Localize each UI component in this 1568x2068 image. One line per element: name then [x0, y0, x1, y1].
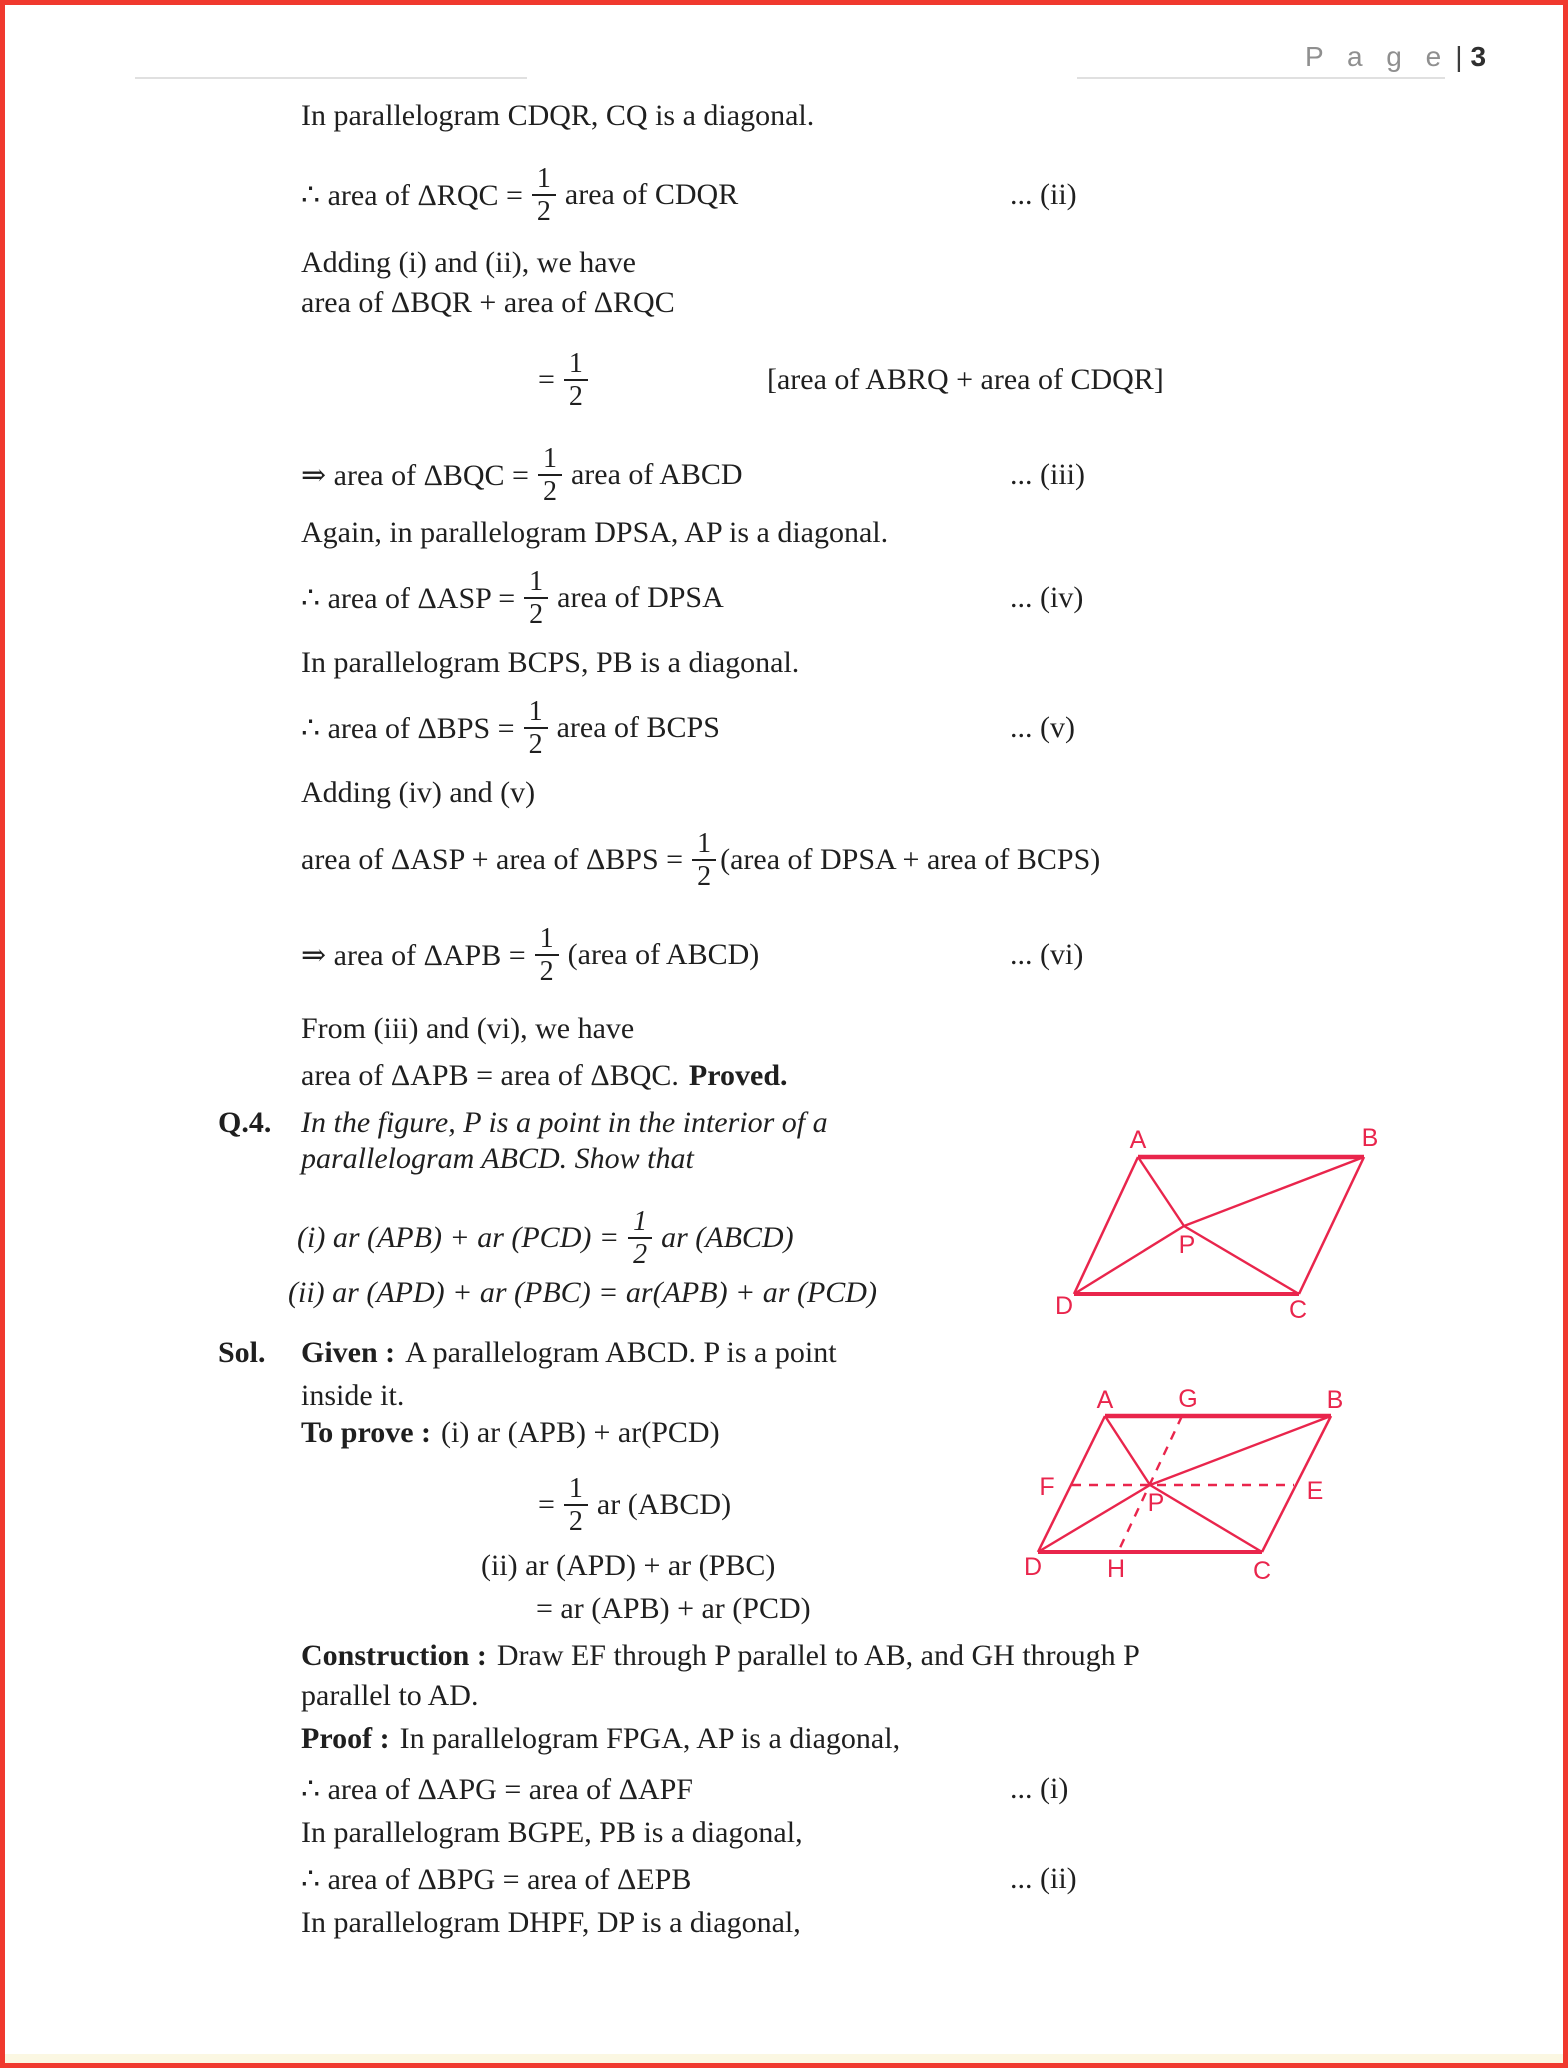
- line-text: inside it.: [301, 1379, 405, 1412]
- line-text: [301, 1336, 837, 1370]
- segment-ap: [1105, 1416, 1150, 1485]
- header-rule-left: [135, 77, 527, 79]
- line-text: In parallelogram BGPE, PB is a diagonal,: [301, 1816, 803, 1849]
- equation-post: area of ABCD: [570, 458, 743, 491]
- fraction: [564, 1473, 588, 1538]
- equation-line: [5, 145, 1563, 245]
- question-number: Q.4.: [218, 1106, 272, 1139]
- fraction-numerator: 1: [538, 443, 562, 476]
- question-text: (ii) ar (APD) + ar (PBC) = ar(APB) + ar (PCD): [288, 1276, 877, 1309]
- given-text: A parallelogram ABCD. P is a point: [405, 1336, 837, 1369]
- line-text: [301, 1416, 720, 1450]
- line-text: From (iii) and (vi), we have: [301, 1012, 635, 1045]
- fraction-numerator: 1: [692, 828, 716, 861]
- equation-line: [5, 678, 1563, 778]
- page-number-header: [1305, 41, 1486, 73]
- solution-label: Sol.: [218, 1336, 266, 1369]
- fraction: [532, 163, 556, 228]
- equation-ref: ... (iii): [1010, 458, 1085, 491]
- equation-pre: area of ΔASP + area of ΔBPS =: [301, 843, 684, 876]
- segment-cp: [1184, 1226, 1299, 1294]
- fraction: [564, 348, 588, 413]
- line-text: (ii) ar (APD) + ar (PBC): [481, 1549, 776, 1582]
- equation-post: area of BCPS: [556, 711, 720, 744]
- fraction: [692, 828, 716, 893]
- vertex-label-b: B: [1361, 1124, 1379, 1152]
- page-separator: |: [1455, 41, 1463, 72]
- bottom-strip: [5, 2054, 1563, 2063]
- line-text: Adding (iv) and (v): [301, 776, 536, 809]
- equation-post: area of CDQR: [564, 178, 739, 211]
- fraction-denominator: 2: [529, 599, 544, 630]
- equation-pre: (i) ar (APB) + ar (PCD) =: [297, 1221, 620, 1254]
- equation-ref: ... (i): [1010, 1772, 1069, 1805]
- equation-ref: ... (vi): [1010, 938, 1084, 971]
- fraction-denominator: 2: [568, 1506, 583, 1537]
- equation-post: ar (ABCD): [661, 1221, 794, 1254]
- header-rule-right: [1077, 77, 1445, 79]
- equation-ref: ... (ii): [1010, 178, 1077, 211]
- point-label-p: P: [1178, 1231, 1196, 1259]
- point-label-p: P: [1147, 1489, 1165, 1517]
- question-text: In the figure, P is a point in the interior of a: [301, 1106, 828, 1139]
- vertex-label-c: C: [1252, 1557, 1272, 1585]
- question-text: parallelogram ABCD. Show that: [301, 1142, 694, 1175]
- line-text: Adding (i) and (ii), we have: [301, 246, 636, 279]
- fraction-numerator: 1: [564, 1473, 588, 1506]
- vertex-label-a: A: [1096, 1386, 1114, 1414]
- fraction: [524, 696, 548, 761]
- to-prove-label: To prove :: [301, 1416, 432, 1449]
- vertex-label-d: D: [1023, 1553, 1043, 1581]
- fraction-numerator: 1: [524, 696, 548, 729]
- proved-label: Proved.: [688, 1059, 788, 1092]
- fraction-denominator: 2: [568, 381, 583, 412]
- line-text: parallel to AD.: [301, 1679, 479, 1712]
- fraction-denominator: 2: [528, 729, 543, 760]
- fraction-numerator: 1: [532, 163, 556, 196]
- equation-pre: ∴ area of ΔRQC =: [301, 178, 523, 212]
- proof-text: In parallelogram FPGA, AP is a diagonal,: [399, 1722, 901, 1755]
- equation-line: [5, 425, 1563, 525]
- line-text: [301, 1722, 900, 1756]
- point-label-g: G: [1178, 1385, 1198, 1413]
- equation-line: [5, 548, 1563, 648]
- vertex-label-c: C: [1288, 1296, 1308, 1324]
- line-text: = ar (APB) + ar (PCD): [536, 1592, 811, 1625]
- vertex-label-a: A: [1129, 1126, 1147, 1154]
- fraction-numerator: 1: [524, 566, 548, 599]
- figure-parallelogram-abcd-p: [1045, 1120, 1405, 1335]
- equation-post: ar (ABCD): [596, 1488, 732, 1521]
- equation-pre: ∴ area of ΔBPS =: [301, 711, 515, 745]
- segment-ap: [1138, 1157, 1184, 1226]
- figure-parallelogram-construction: [1015, 1385, 1355, 1595]
- given-label: Given :: [301, 1336, 396, 1369]
- line-text: ∴ area of ΔBPG = area of ΔEPB: [301, 1863, 692, 1896]
- page-number: 3: [1470, 41, 1487, 72]
- to-prove-text: (i) ar (APB) + ar(PCD): [441, 1416, 720, 1449]
- equation-post: (area of ABCD): [567, 938, 760, 971]
- line-text: [301, 1639, 1140, 1673]
- equation-pre: ⇒ area of ΔAPB =: [301, 938, 526, 972]
- equation-post: [area of ABRQ + area of CDQR]: [767, 363, 1164, 396]
- equation-post: area of DPSA: [557, 581, 724, 614]
- page-word: P a g e: [1305, 41, 1450, 72]
- line-text: area of ΔBQR + area of ΔRQC: [301, 286, 675, 319]
- equation-line: [5, 905, 1563, 1005]
- fraction-denominator: 2: [697, 861, 712, 892]
- conclusion-text: area of ΔAPB = area of ΔBQC.: [301, 1059, 679, 1092]
- construction-text: Draw EF through P parallel to AB, and GH through P: [496, 1639, 1140, 1672]
- fraction: [538, 443, 562, 508]
- equation-ref: ... (ii): [1010, 1862, 1077, 1895]
- equation-line: [5, 810, 1563, 910]
- fraction-numerator: 1: [628, 1206, 652, 1239]
- vertex-label-b: B: [1326, 1386, 1344, 1414]
- segment-cp: [1147, 1485, 1262, 1552]
- proof-label: Proof :: [301, 1722, 390, 1755]
- point-label-f: F: [1039, 1473, 1055, 1501]
- construction-label: Construction :: [301, 1639, 487, 1672]
- line-text: In parallelogram CDQR, CQ is a diagonal.: [301, 99, 815, 132]
- equation-post: (area of DPSA + area of BCPS): [720, 843, 1101, 876]
- equation-ref: ... (v): [1010, 711, 1075, 744]
- equals-sign: =: [538, 1488, 555, 1521]
- fraction-denominator: 2: [542, 476, 557, 507]
- line-text: Again, in parallelogram DPSA, AP is a diagonal.: [301, 516, 889, 549]
- fraction: [535, 923, 559, 988]
- equation-ref: ... (iv): [1010, 581, 1084, 614]
- fraction: [524, 566, 548, 631]
- equation-pre: ⇒ area of ΔBQC =: [301, 458, 529, 492]
- fraction: [628, 1206, 652, 1271]
- fraction-numerator: 1: [564, 348, 588, 381]
- point-label-h: H: [1106, 1555, 1126, 1583]
- vertex-label-d: D: [1054, 1292, 1074, 1320]
- line-text: [301, 1059, 788, 1093]
- fraction-denominator: 2: [536, 196, 551, 227]
- fraction-denominator: 2: [633, 1239, 648, 1270]
- line-text: ∴ area of ΔAPG = area of ΔAPF: [301, 1773, 693, 1806]
- fraction-denominator: 2: [539, 956, 554, 987]
- line-text: In parallelogram DHPF, DP is a diagonal,: [301, 1906, 801, 1939]
- segment-bp: [1150, 1416, 1331, 1485]
- fraction-numerator: 1: [535, 923, 559, 956]
- equals-sign: =: [538, 363, 555, 396]
- point-label-e: E: [1306, 1477, 1324, 1505]
- equation-line: [5, 330, 1563, 430]
- equation-pre: ∴ area of ΔASP =: [301, 581, 516, 615]
- line-text: In parallelogram BCPS, PB is a diagonal.: [301, 646, 800, 679]
